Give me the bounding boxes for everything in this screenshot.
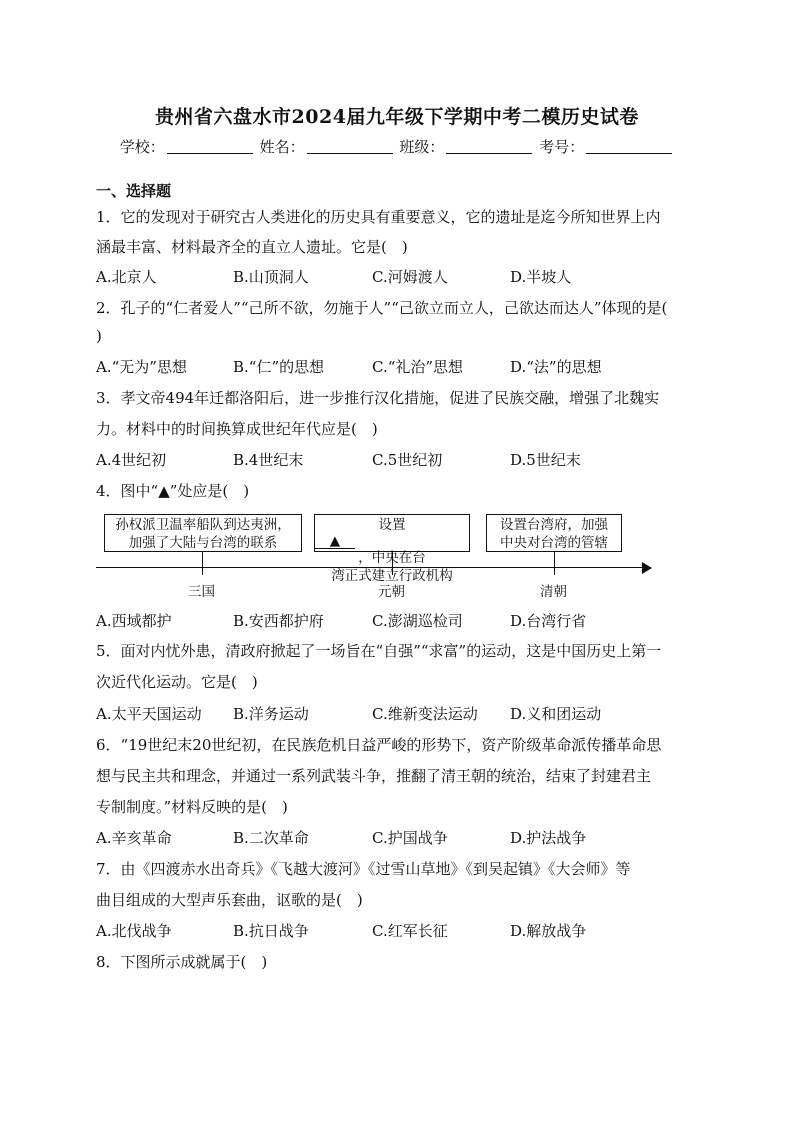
timeline-box-three-kingdoms — [104, 514, 302, 552]
name-label: 姓名： — [259, 138, 305, 156]
timeline-box-2-line-2: 湾正式建立行政机构 — [331, 568, 453, 584]
exam-number-label: 考号： — [539, 138, 585, 156]
q4-option-c: C.澎湖巡检司 — [372, 612, 463, 630]
timeline-label-qing: 清朝 — [540, 584, 567, 600]
question-8-line-1: 8．下图所示成就属于( ) — [96, 953, 268, 971]
question-4-line-1: 4．图中“▲”处应是( ) — [96, 482, 250, 500]
timeline-label-three-kingdoms: 三国 — [188, 584, 215, 600]
question-6-line-2: 想与民主共和理念，并通过一系列武装斗争，推翻了清王朝的统治，结束了封建君主 — [96, 767, 652, 785]
question-3-line-2: 力。材料中的时间换算成世纪年代应是( ) — [96, 420, 378, 438]
q7-option-a: A.北伐战争 — [96, 922, 172, 940]
question-3-line-1: 3．孝文帝494年迁都洛阳后，进一步推行汉化措施，促进了民族交融，增强了北魏实 — [96, 389, 660, 407]
section-title: 一、选择题 — [96, 182, 172, 200]
timeline-connector-1 — [202, 552, 203, 567]
timeline-figure — [96, 510, 656, 600]
question-6-line-1: 6．“19世纪末20世纪初，在民族危机日益严峻的形势下，资产阶级革命派传播革命思 — [96, 736, 662, 754]
timeline-box-3-line-1: 设置台湾府，加强 — [500, 517, 608, 533]
class-blank — [446, 139, 532, 154]
q5-option-b: B.洋务运动 — [233, 705, 309, 723]
timeline-axis — [96, 567, 644, 568]
q4-option-a: A.西域都护 — [96, 612, 172, 630]
q1-option-c: C.河姆渡人 — [372, 268, 448, 286]
school-blank — [167, 139, 253, 154]
timeline-connector-3 — [554, 552, 555, 567]
q1-option-a: A.北京人 — [96, 268, 157, 286]
question-7-line-2: 曲目组成的大型声乐套曲，讴歌的是( ) — [96, 891, 363, 909]
q5-option-a: A.太平天国运动 — [96, 705, 202, 723]
q5-option-c: C.维新变法运动 — [372, 705, 478, 723]
q1-option-b: B.山顶洞人 — [233, 268, 309, 286]
q4-option-b: B.安西都护府 — [233, 612, 324, 630]
timeline-box-2-post: ，中央在台 — [358, 550, 426, 566]
timeline-box-3-line-2: 中央对台湾的管辖 — [500, 535, 608, 551]
timeline-box-qing — [486, 514, 622, 552]
timeline-label-yuan: 元朝 — [378, 584, 405, 600]
student-info-line — [0, 136, 794, 157]
q4-option-d: D.台湾行省 — [510, 612, 587, 630]
q3-option-d: D.5世纪末 — [510, 451, 581, 469]
q6-option-c: C.护国战争 — [372, 829, 448, 847]
timeline-box-yuan — [314, 514, 470, 584]
q3-option-a: A.4世纪初 — [96, 451, 167, 469]
q2-option-c: C.“礼治”思想 — [372, 358, 464, 376]
timeline-tick-1 — [202, 567, 203, 575]
timeline-box-1-line-1: 孙权派卫温率船队到达夷洲， — [115, 517, 291, 533]
timeline-tick-3 — [554, 567, 555, 575]
q2-option-a: A.“无为”思想 — [96, 358, 187, 376]
q7-option-c: C.红军长征 — [372, 922, 448, 940]
q2-option-b: B.“仁”的思想 — [233, 358, 325, 376]
q1-option-d: D.半坡人 — [510, 268, 572, 286]
question-2-line-2: ) — [96, 327, 102, 345]
q5-option-d: D.义和团运动 — [510, 705, 602, 723]
question-1-line-2: 涵最丰富、材料最齐全的直立人遗址。它是( ) — [96, 238, 408, 256]
page-title: 贵州省六盘水市2024届九年级下学期中考二模历史试卷 — [155, 106, 639, 128]
timeline-connector-2 — [392, 552, 393, 567]
q3-option-c: C.5世纪初 — [372, 451, 443, 469]
question-1-line-1: 1．它的发现对于研究古人类进化的历史具有重要意义，它的遗址是迄今所知世界上内 — [96, 208, 661, 226]
class-label: 班级： — [399, 138, 445, 156]
q7-option-b: B.抗日战争 — [233, 922, 309, 940]
triangle-blank — [315, 534, 355, 549]
timeline-tick-2 — [392, 567, 393, 575]
q7-option-d: D.解放战争 — [510, 922, 587, 940]
timeline-box-2-pre: 设置 — [378, 517, 406, 533]
school-label: 学校： — [119, 138, 165, 156]
exam-number-blank — [586, 139, 672, 154]
q3-option-b: B.4世纪末 — [233, 451, 304, 469]
triangle-icon: ▲ — [329, 533, 341, 549]
question-2-line-1: 2．孔子的“仁者爱人”“己所不欲，勿施于人”“己欲立而立人，己欲达而达人”体现的是( — [96, 299, 668, 317]
question-5-line-2: 次近代化运动。它是( ) — [96, 673, 258, 691]
q2-option-d: D.“法”的思想 — [510, 358, 602, 376]
question-5-line-1: 5．面对内忧外患，清政府掀起了一场旨在“自强”“求富”的运动，这是中国历史上第一 — [96, 642, 662, 660]
question-7-line-1: 7．由《四渡赤水出奇兵》《飞越大渡河》《过雪山草地》《到吴起镇》《大会师》等 — [96, 860, 631, 878]
name-blank — [307, 139, 393, 154]
question-6-line-3: 专制制度。”材料反映的是( ) — [96, 798, 288, 816]
q6-option-a: A.辛亥革命 — [96, 829, 172, 847]
timeline-arrow-icon — [642, 562, 652, 574]
timeline-box-1-line-2: 加强了大陆与台湾的联系 — [128, 535, 278, 551]
q6-option-d: D.护法战争 — [510, 829, 587, 847]
q6-option-b: B.二次革命 — [233, 829, 309, 847]
